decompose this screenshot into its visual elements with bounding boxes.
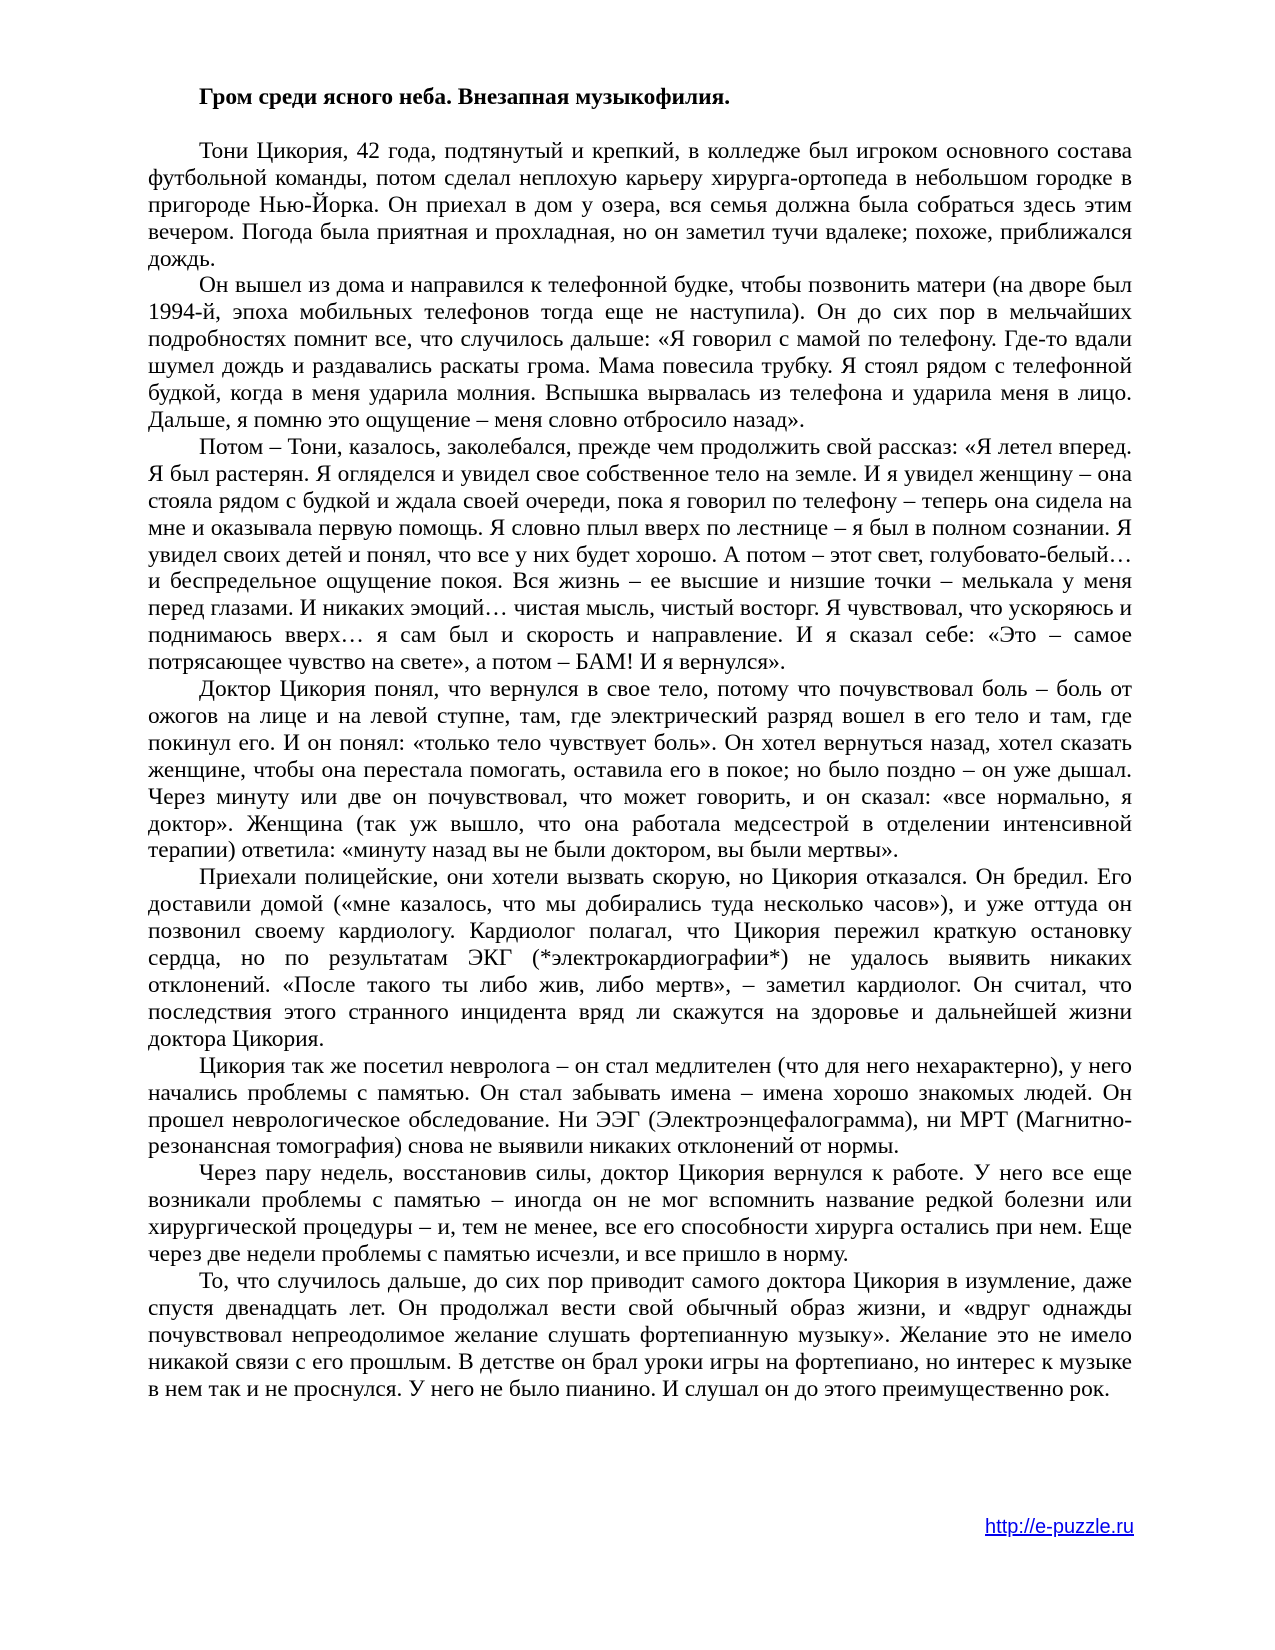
paragraph-7: Через пару недель, восстановив силы, доктор Цикория вернулся к работе. У него все еще возникали проблемы с памятью – иногда он не мог вспомнить название редкой болезни или хирургической процедуры – и, тем не менее, все его способности хирурга остались при нем. Еще через две недели проблемы с памятью исчезли, и все пришло в норму.: [148, 1160, 1132, 1268]
paragraph-1: Тони Цикория, 42 года, подтянутый и крепкий, в колледже был игроком основного состава футбольной команды, потом сделал неплохую карьеру хирурга-ортопеда в небольшом городке в пригороде Нью-Йорка. Он приехал в дом у озера, вся семья должна была собраться здесь этим вечером. Погода была приятная и прохладная, но он заметил тучи вдалеке; похоже, приближался дождь.: [148, 137, 1132, 272]
document-page: [148, 84, 1132, 1403]
paragraph-8: То, что случилось дальше, до сих пор приводит самого доктора Цикория в изумление, даже спустя двенадцать лет. Он продолжал вести свой обычный образ жизни, и «вдруг однажды почувствовал непреодолимое желание слушать фортепианную музыку». Желание это не имело никакой связи с его прошлым. В детстве он брал уроки игры на фортепиано, но интерес к музыке в нем так и не проснулся. У него не было пианино. И слушал он до этого преимущественно рок.: [148, 1267, 1132, 1402]
paragraph-6: Цикория так же посетил невролога – он стал медлителен (что для него нехарактерно), у него начались проблемы с памятью. Он стал забывать имена – имена хорошо знакомых людей. Он прошел неврологическое обследование. Ни ЭЭГ (Электроэнцефалограмма), ни МРТ (Магнитно-резонансная томография) снова не выявили никаких отклонений от нормы.: [148, 1052, 1132, 1160]
document-title: Гром среди ясного неба. Внезапная музыкофилия.: [199, 84, 731, 110]
footer-site-link[interactable]: http://e-puzzle.ru: [985, 1516, 1134, 1538]
paragraph-4: Доктор Цикория понял, что вернулся в свое тело, потому что почувствовал боль – боль от ожогов на лице и на левой ступне, там, где электрический разряд вошел в его тело и там, где покинул его. И он понял: «только тело чувствует боль». Он хотел вернуться назад, хотел сказать женщине, чтобы она перестала помогать, оставила его в покое; но было поздно – он уже дышал. Через минуту или две он почувствовал, что может говорить, и он сказал: «все нормально, я доктор». Женщина (так уж вышло, что она работала медсестрой в отделении интенсивной терапии) ответила: «минуту назад вы не были доктором, вы были мертвы».: [148, 676, 1132, 864]
paragraph-5: Приехали полицейские, они хотели вызвать скорую, но Цикория отказался. Он бредил. Его доставили домой («мне казалось, что мы добирались туда несколько часов»), и уже оттуда он позвонил своему кардиологу. Кардиолог полагал, что Цикория пережил краткую остановку сердца, но по результатам ЭКГ (*электрокардиографии*) не удалось выявить никаких отклонений. «После такого ты либо жив, либо мертв», – заметил кардиолог. Он считал, что последствия этого странного инцидента вряд ли скажутся на здоровье и дальнейшей жизни доктора Цикория.: [148, 864, 1132, 1052]
paragraph-3: Потом – Тони, казалось, заколебался, прежде чем продолжить свой рассказ: «Я летел вперед. Я был растерян. Я огляделся и увидел свое собственное тело на земле. И я увидел женщину – она стояла рядом с будкой и ждала своей очереди, пока я говорил по телефону – теперь она сидела на мне и оказывала первую помощь. Я словно плыл вверх по лестнице – я был в полном сознании. Я увидел своих детей и понял, что все у них будет хорошо. А потом – этот свет, голубовато-белый… и беспредельное ощущение покоя. Вся жизнь – ее высшие и низшие точки – мелькала у меня перед глазами. И никаких эмоций… чистая мысль, чистый восторг. Я чувствовал, что ускоряюсь и поднимаюсь вверх… я сам был и скорость и направление. И я сказал себе: «Это – самое потрясающее чувство на свете», а потом – БАМ! И я вернулся».: [148, 433, 1132, 676]
paragraph-2: Он вышел из дома и направился к телефонной будке, чтобы позвонить матери (на дворе был 1994-й, эпоха мобильных телефонов тогда еще не наступила). Он до сих пор в мельчайших подробностях помнит все, что случилось дальше: «Я говорил с мамой по телефону. Где-то вдали шумел дождь и раздавались раскаты грома. Мама повесила трубку. Я стоял рядом с телефонной будкой, когда в меня ударила молния. Вспышка вырвалась из телефона и ударила меня в лицо. Дальше, я помню это ощущение – меня словно отбросило назад».: [148, 272, 1132, 433]
